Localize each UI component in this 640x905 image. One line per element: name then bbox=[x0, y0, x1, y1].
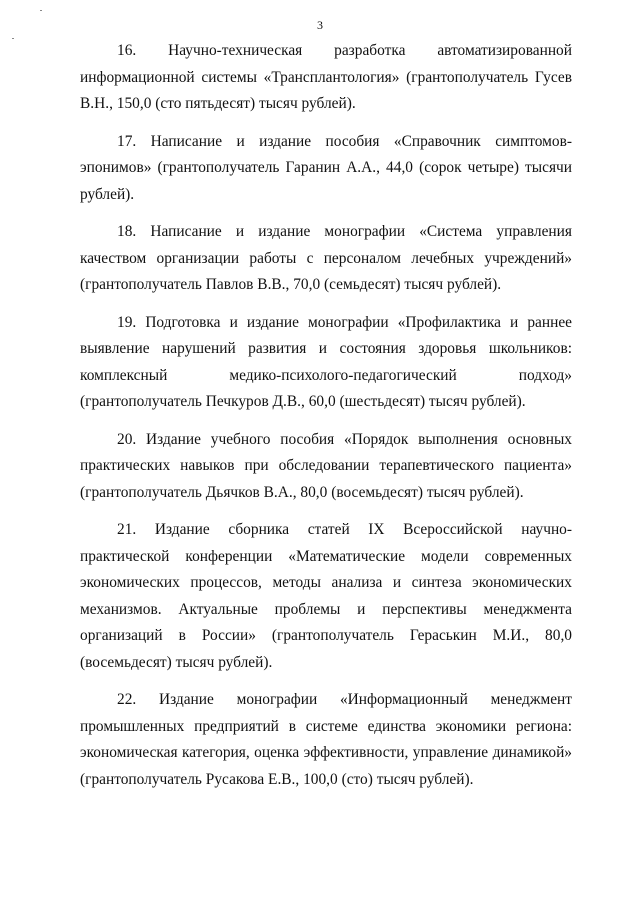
page-number: 3 bbox=[317, 18, 323, 32]
list-item-19: 19. Подготовка и издание монографии «Профилактика и раннее выявление нарушений развития и состояния здоровья школьников: комплексный медико-психолого-педагогический подход» (грантополучатель Печкуров Д.В., 60,0 (шестьдесят) тысяч рублей). bbox=[80, 313, 572, 410]
list-item-20: 20. Издание учебного пособия «Порядок выполнения основных практических навыков при обследовании терапевтического пациента» (грантополучатель Дьячков В.А., 80,0 (восемьдесят) тысяч рублей). bbox=[80, 430, 572, 501]
list-item-17: 17. Написание и издание пособия «Справочник симптомов-эпонимов» (грантополучатель Гаранин А.А., 44,0 (сорок четыре) тысячи рублей). bbox=[80, 132, 572, 203]
document-body bbox=[80, 38, 572, 804]
scan-speck bbox=[40, 10, 42, 11]
list-item-18: 18. Написание и издание монографии «Система управления качеством организации работы с персоналом лечебных учреждений» (грантополучатель Павлов В.В., 70,0 (семьдесят) тысяч рублей). bbox=[80, 223, 572, 293]
list-item-22: 22. Издание монографии «Информационный менеджмент промышленных предприятий в системе единства экономики региона: экономическая категория, оценка эффективности, управление динамикой» (грантополучатель Русакова Е.В., 100,0 (сто) тысяч рублей). bbox=[80, 691, 572, 788]
list-item-21: 21. Издание сборника статей IX Всероссийской научно-практической конференции «Математические модели современных экономических процессов, методы анализа и синтеза экономических механизмов. Актуальные проблемы и перспективы менеджмента организаций в России» (грантополучатель Гераськин М.И., 80,0 (восемьдесят) тысяч рублей). bbox=[80, 521, 572, 671]
list-item-16: 16. Научно-техническая разработка автоматизированной информационной системы «Трансплантология» (грантополучатель Гусев В.Н., 150,0 (сто пятьдесят) тысяч рублей). bbox=[80, 42, 572, 112]
scan-speck bbox=[12, 38, 14, 39]
